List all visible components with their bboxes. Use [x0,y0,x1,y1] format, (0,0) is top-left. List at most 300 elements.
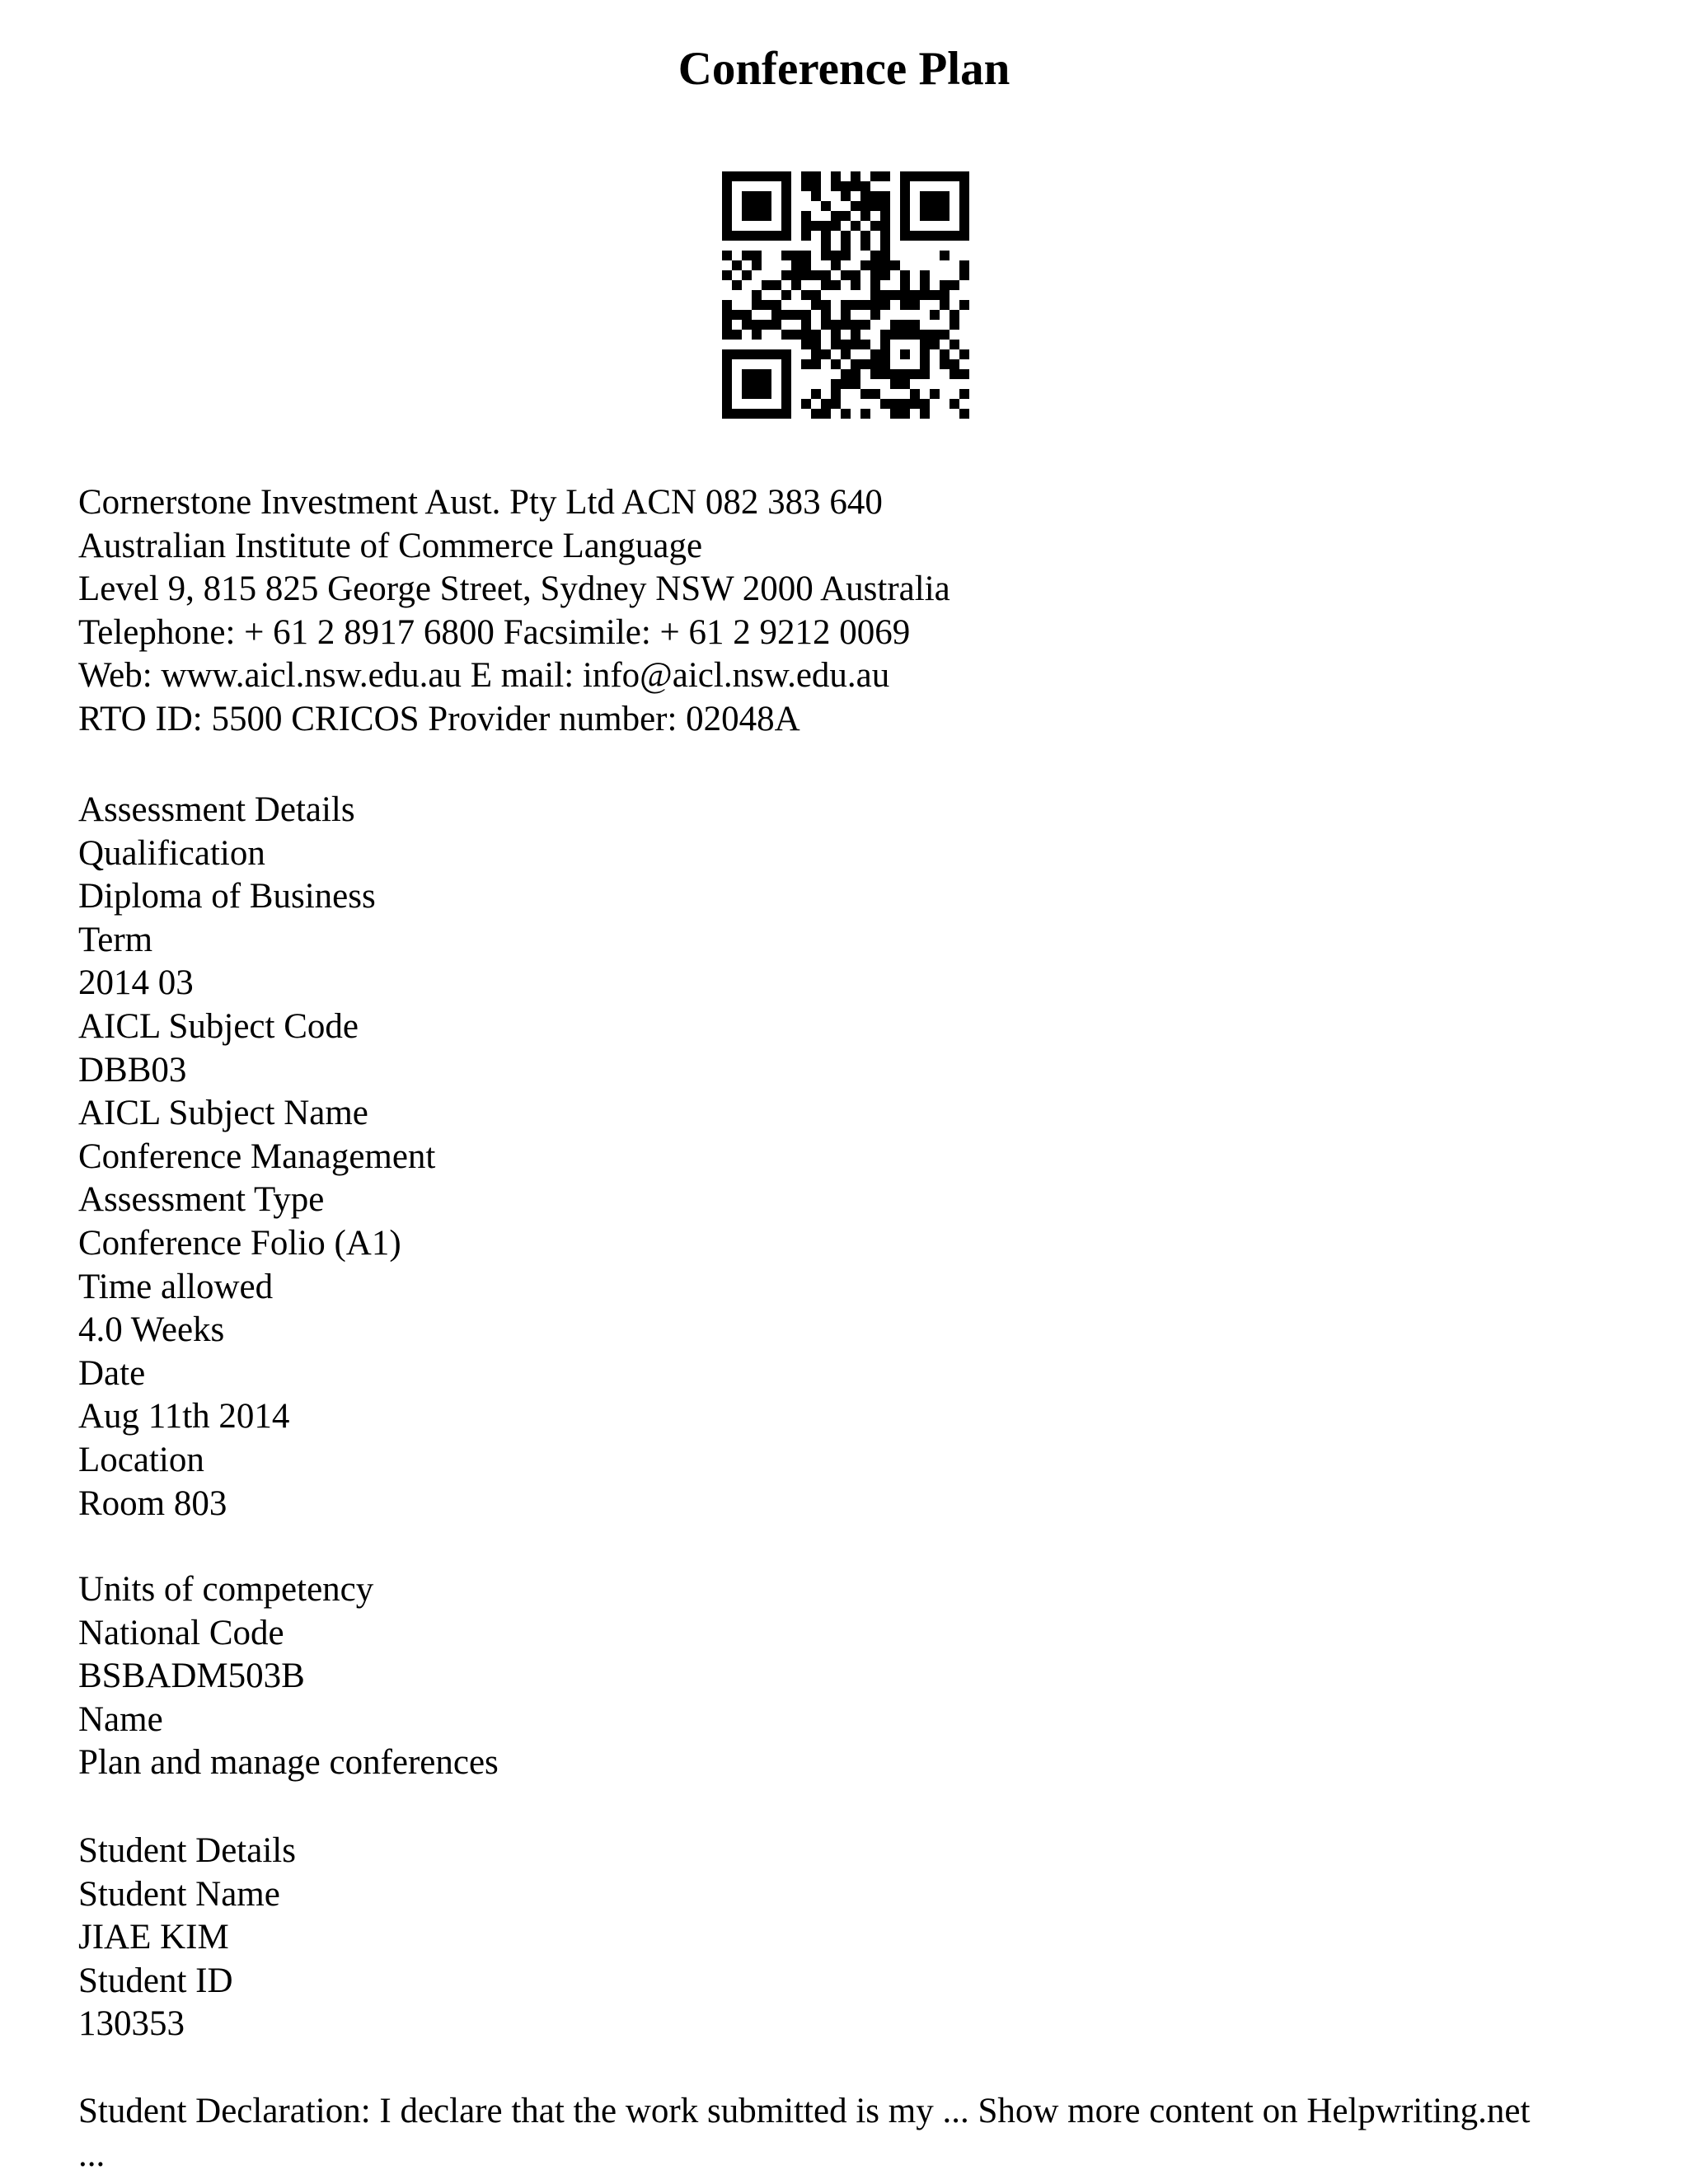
qr-module [722,300,732,310]
qr-module [732,349,742,359]
qr-module [930,290,940,300]
qr-module [870,290,880,300]
qr-module [920,399,930,409]
qr-module [722,379,732,389]
qr-module [959,231,969,241]
qr-module [801,310,811,320]
qr-module [801,260,811,270]
qr-module [732,310,742,320]
qr-module [920,359,930,369]
qr-module [742,211,752,221]
qr-module [742,231,752,241]
qualification-value: Diploma of Business [78,877,376,916]
qr-module [762,300,771,310]
qr-module [801,399,811,409]
qr-module [732,171,742,181]
qr-module [781,171,791,181]
qr-module [831,181,841,191]
qr-module [841,231,851,241]
qr-module [870,369,880,379]
qr-module [722,369,732,379]
qr-module [742,349,752,359]
qr-module [880,340,890,349]
qr-module [732,330,742,340]
qr-module [831,359,841,369]
declaration-text: Student Declaration: I declare that the work submitted is my ... Show more content on Helpwriting.net [78,2092,1531,2130]
institution-header [78,481,1644,742]
qr-module [940,231,950,241]
qr-module [930,389,940,399]
qr-module [940,330,950,340]
qr-module [870,389,880,399]
qr-module [801,290,811,300]
qr-module [752,201,762,211]
qr-module [752,379,762,389]
qr-module [732,280,742,290]
qr-module [752,409,762,419]
qr-module [811,191,821,201]
qr-module [841,191,851,201]
subject-code-value: DBB03 [78,1050,187,1090]
qr-module [722,310,732,320]
qr-module [831,340,841,349]
qr-module [801,181,811,191]
qr-module [722,359,732,369]
qr-module [801,330,811,340]
qr-module [910,399,920,409]
qr-module [851,300,860,310]
qr-module [870,300,880,310]
qr-module [752,369,762,379]
qr-module [752,389,762,399]
qr-module [752,191,762,201]
page-title: Conference Plan [678,43,1010,95]
qr-module [841,211,851,221]
qr-module [762,211,771,221]
qr-module [781,399,791,409]
student-id-label: Student ID [78,1961,233,2000]
qr-module [762,231,771,241]
qr-module [920,340,930,349]
qr-module [900,300,910,310]
qr-module [910,330,920,340]
qr-module [950,399,959,409]
qr-module [821,231,831,241]
qr-module [841,320,851,330]
national-code-value: BSBADM503B [78,1657,305,1696]
qr-module [870,349,880,359]
qr-module [742,379,752,389]
qr-module [930,330,940,340]
qr-module [781,221,791,231]
qr-module [910,231,920,241]
qr-module [910,320,920,330]
qr-module [880,330,890,340]
qr-module [880,211,890,221]
qr-module [920,290,930,300]
qr-module [762,369,771,379]
qr-module [811,330,821,340]
qr-module [811,300,821,310]
qr-module [900,221,910,231]
qr-module [831,251,841,260]
qr-module [959,260,969,270]
qr-module [841,369,851,379]
qr-module [752,320,762,330]
qr-module [910,369,920,379]
qr-module [781,191,791,201]
qr-module [811,359,821,369]
qr-module [831,211,841,221]
student-heading: Student Details [78,1831,296,1870]
qr-module [722,409,732,419]
qr-module [870,310,880,320]
qr-module [940,349,950,359]
qr-module [900,320,910,330]
qr-module [910,290,920,300]
qr-module [851,320,860,330]
qr-module [771,409,781,419]
qr-module [742,310,752,320]
qr-module [920,211,930,221]
qr-module [841,379,851,389]
location-value: Room 803 [78,1483,227,1523]
qr-module [781,349,791,359]
qr-module [781,290,791,300]
qr-module [722,181,732,191]
qr-module [880,231,890,241]
qr-module [831,320,841,330]
qr-module [742,201,752,211]
qr-module [940,359,950,369]
qr-module [722,171,732,181]
qr-module [870,201,880,211]
qr-module [880,290,890,300]
qr-module [841,181,851,191]
qr-module [870,221,880,231]
qr-module [841,349,851,359]
qr-module [880,300,890,310]
qr-module [771,171,781,181]
qr-module [821,409,831,419]
qr-module [890,379,900,389]
qr-module [781,369,791,379]
institution-name: Australian Institute of Commerce Language [78,526,703,565]
term-label: Term [78,920,153,959]
qr-module [959,349,969,359]
qr-module [880,270,890,280]
qr-module [791,270,801,280]
qr-module [801,270,811,280]
qr-module [752,290,762,300]
qr-module [801,251,811,260]
term-value: 2014 03 [78,963,194,1003]
qr-module [851,340,860,349]
qr-module [732,260,742,270]
qr-module [930,310,940,320]
qr-module [831,330,841,340]
qr-module [900,349,910,359]
qr-module [930,201,940,211]
qr-module [722,251,732,260]
qr-module [860,300,870,310]
qr-module [762,409,771,419]
qr-module [801,171,811,181]
qr-module [851,369,860,379]
qr-module [752,330,762,340]
qr-module [771,349,781,359]
qr-module [880,349,890,359]
qr-module [811,181,821,191]
qr-module [762,320,771,330]
time-allowed-value: 4.0 Weeks [78,1310,225,1350]
qr-module [900,201,910,211]
qr-module [959,409,969,419]
qr-module [860,241,870,251]
qr-module [791,260,801,270]
subject-name-value: Conference Management [78,1137,436,1176]
qr-module [959,171,969,181]
qr-module [870,191,880,201]
qr-module [722,211,732,221]
qr-module [870,359,880,369]
qr-module [900,369,910,379]
qr-module [890,260,900,270]
qr-module [900,270,910,280]
qr-module [791,280,801,290]
qr-module [851,359,860,369]
qr-module [811,290,821,300]
qr-module [880,171,890,181]
qr-module [940,201,950,211]
qr-module [821,251,831,260]
qr-module [950,231,959,241]
qr-module [742,251,752,260]
qr-module [959,221,969,231]
qr-module [930,171,940,181]
qr-module [771,310,781,320]
qr-module [880,221,890,231]
student-declaration [78,2090,1644,2177]
qr-module [762,191,771,201]
qr-module [860,181,870,191]
qr-module [851,379,860,389]
qr-module [900,409,910,419]
date-label: Date [78,1353,146,1393]
qr-module [860,201,870,211]
date-value: Aug 11th 2014 [78,1397,290,1436]
qr-module [950,310,959,320]
qr-module [722,270,732,280]
qr-module [851,171,860,181]
qr-module [742,369,752,379]
qr-module [732,231,742,241]
qr-module [781,231,791,241]
qr-module [722,349,732,359]
qr-module [880,191,890,201]
qr-module [930,211,940,221]
qr-module [821,221,831,231]
qr-module [940,300,950,310]
qr-module [860,409,870,419]
student-id-value: 130353 [78,2004,185,2044]
qr-code-graphic [722,171,969,419]
qr-module [900,379,910,389]
time-allowed-label: Time allowed [78,1267,274,1306]
qr-module [781,251,791,260]
qr-code-icon [722,171,969,419]
qr-module [781,389,791,399]
unit-name-value: Plan and manage conferences [78,1743,499,1783]
qr-module [811,221,821,231]
qr-module [781,211,791,221]
qr-module [851,330,860,340]
qr-module [722,399,732,409]
qr-module [920,191,930,201]
qr-module [722,330,732,340]
qr-module [900,181,910,191]
qr-module [930,191,940,201]
qr-module [811,171,821,181]
qr-module [940,211,950,221]
qr-module [781,359,791,369]
qr-module [880,359,890,369]
location-label: Location [78,1440,204,1479]
qr-module [742,270,752,280]
qr-module [742,409,752,419]
qr-module [821,320,831,330]
qr-module [890,369,900,379]
qr-module [910,389,920,399]
qr-module [831,379,841,389]
qr-module [950,340,959,349]
qr-module [821,241,831,251]
qr-module [900,399,910,409]
qr-module [791,310,801,320]
qr-module [752,231,762,241]
qr-module [742,389,752,399]
qr-module [890,320,900,330]
qr-module [860,340,870,349]
qr-module [801,231,811,241]
qr-module [880,241,890,251]
qr-module [950,369,959,379]
qr-module [831,389,841,399]
units-heading: Units of competency [78,1570,374,1609]
qr-module [781,330,791,340]
qr-module [801,211,811,221]
qr-module [851,181,860,191]
qr-module [742,191,752,201]
qr-module [851,201,860,211]
qr-module [959,211,969,221]
qr-module [801,340,811,349]
qr-module [880,201,890,211]
qr-module [752,300,762,310]
qr-module [950,171,959,181]
qr-module [851,221,860,231]
qr-module [910,300,920,310]
qr-module [811,340,821,349]
qr-module [959,389,969,399]
unit-name-label: Name [78,1699,163,1739]
qr-module [851,280,860,290]
qr-module [940,191,950,201]
qr-module [831,260,841,270]
qr-module [900,330,910,340]
assessment-heading: Assessment Details [78,790,355,829]
qr-module [841,310,851,320]
qr-module [811,270,821,280]
qr-module [742,320,752,330]
qr-module [920,280,930,290]
qr-module [722,191,732,201]
student-name-value: JIAE KIM [78,1918,229,1957]
qr-module [959,201,969,211]
qr-module [762,280,771,290]
qr-module [821,201,831,211]
qr-module [762,349,771,359]
qr-module [940,290,950,300]
qr-module [890,399,900,409]
qr-module [860,211,870,221]
qr-module [900,280,910,290]
qr-module [821,349,831,359]
qr-module [920,369,930,379]
qr-module [900,171,910,181]
qr-module [920,349,930,359]
qr-module [841,300,851,310]
qr-module [900,231,910,241]
qr-module [762,379,771,389]
institution-address: Level 9, 815 825 George Street, Sydney NSW 2000 Australia [78,569,950,609]
qr-module [950,280,959,290]
qr-module [860,389,870,399]
qr-module [821,310,831,320]
qr-module [900,290,910,300]
qr-module [781,201,791,211]
qr-module [722,389,732,399]
qr-module [791,330,801,340]
qr-module [811,349,821,359]
qr-module [771,320,781,330]
qr-module [959,191,969,201]
qr-module [860,191,870,201]
qr-module [762,389,771,399]
qr-module [959,270,969,280]
student-name-label: Student Name [78,1874,280,1914]
qr-module [870,171,880,181]
qr-module [890,290,900,300]
qr-module [801,320,811,330]
qr-module [722,221,732,231]
institution-phone: Telephone: + 61 2 8917 6800 Facsimile: + 61 2 9212 0069 [78,612,911,652]
qr-module [920,231,930,241]
qr-module [821,280,831,290]
qr-module [752,349,762,359]
qr-module [940,280,950,290]
qr-module [930,340,940,349]
qr-module [841,340,851,349]
qr-module [959,369,969,379]
qr-module [940,251,950,260]
qr-module [959,181,969,191]
qr-module [811,389,821,399]
qr-module [781,310,791,320]
qr-module [940,171,950,181]
qr-module [771,300,781,310]
qr-module [752,260,762,270]
